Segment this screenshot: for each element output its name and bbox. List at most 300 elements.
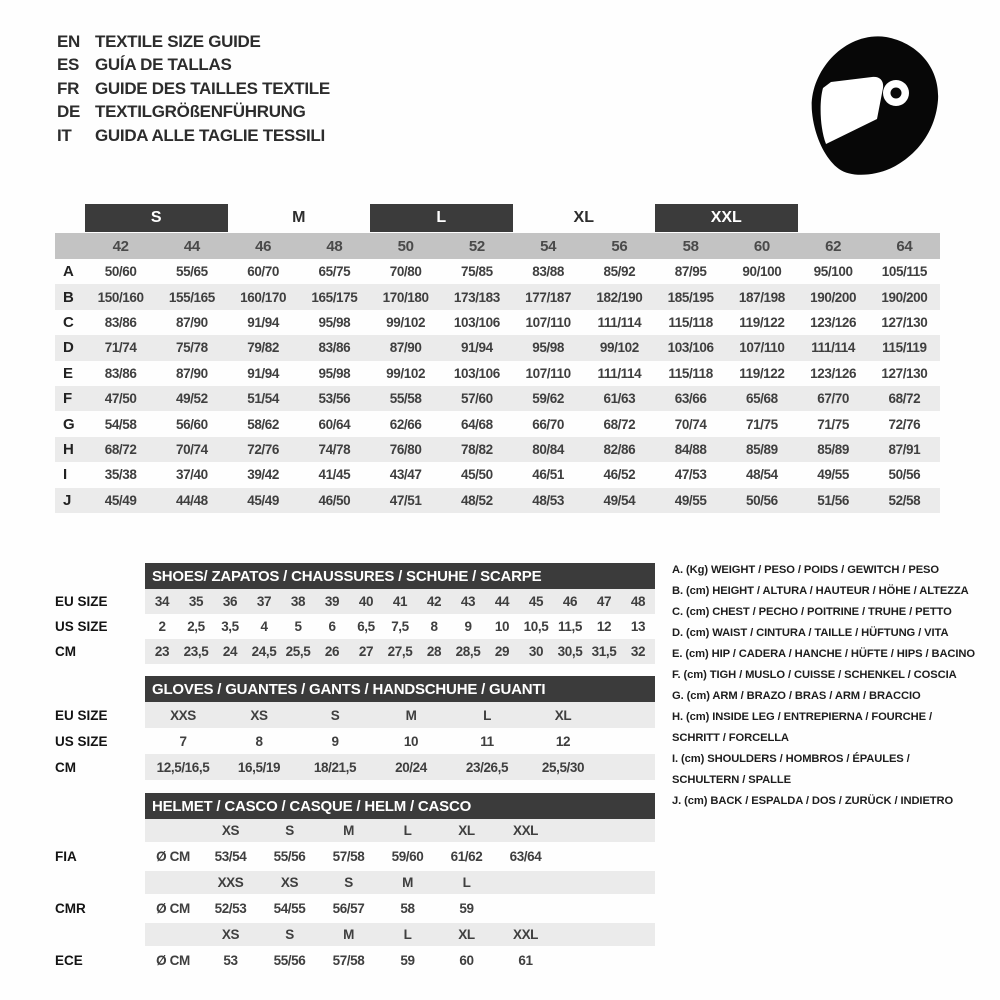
- size-value-cell: 115/119: [882, 340, 927, 356]
- cell: 60: [459, 953, 474, 968]
- size-value-cell: 49/55: [817, 467, 850, 483]
- row-cells: [145, 589, 655, 614]
- row-label: EU SIZE: [55, 594, 108, 609]
- cell: S: [285, 927, 294, 942]
- cell: 27: [358, 644, 374, 659]
- numeric-size-cell: 50: [397, 237, 414, 255]
- cell: XL: [458, 927, 475, 942]
- row-letter: F: [63, 390, 73, 408]
- size-value-cell: 111/114: [597, 314, 642, 330]
- language-label: TEXTILE SIZE GUIDE: [95, 31, 261, 51]
- size-value-cell: 95/98: [532, 340, 565, 356]
- cell: 12: [555, 733, 571, 749]
- cell: 9: [464, 619, 472, 634]
- cell: 7: [179, 733, 187, 749]
- size-value-cell: 155/165: [168, 289, 215, 305]
- numeric-size-cell: 48: [326, 237, 343, 255]
- cell: 7,5: [391, 619, 409, 634]
- size-value-cell: 78/82: [460, 441, 493, 457]
- size-value-cell: 70/74: [175, 441, 208, 457]
- cell: 8: [430, 619, 438, 634]
- table-row: [55, 437, 940, 462]
- cell: 61: [518, 953, 533, 968]
- cell: 61/62: [450, 849, 483, 864]
- legend-line: I. (cm) SHOULDERS / HOMBROS / ÉPAULES / SCHULTERN / SPALLE: [672, 753, 910, 786]
- size-value-cell: 55/58: [389, 391, 422, 407]
- table-title-bar: SHOES/ ZAPATOS / CHAUSSURES / SCHUHE / SCARPE: [145, 563, 655, 589]
- size-value-cell: 87/90: [175, 314, 208, 330]
- size-value-cell: 51/56: [817, 492, 850, 508]
- size-value-cell: 103/106: [453, 365, 500, 381]
- size-value-cell: 85/92: [603, 264, 636, 280]
- cell: 48: [630, 594, 646, 609]
- cell: 42: [426, 594, 442, 609]
- cell: 8: [255, 733, 263, 749]
- size-band-label: M: [292, 209, 306, 226]
- size-value-cell: 87/91: [888, 441, 921, 457]
- size-value-cell: 46/52: [603, 467, 636, 483]
- cell: 44: [494, 594, 510, 609]
- size-value-cell: 80/84: [532, 441, 565, 457]
- cell: 63/64: [509, 849, 542, 864]
- cell: 59: [400, 953, 415, 968]
- cell: 24,5: [251, 644, 277, 659]
- row-cells: [145, 923, 655, 946]
- row-letter: D: [63, 339, 74, 357]
- row-cells: [145, 614, 655, 639]
- size-value-cell: 87/95: [674, 264, 707, 280]
- cell: 26: [324, 644, 340, 659]
- size-value-cell: 95/98: [318, 314, 351, 330]
- language-row: [57, 30, 330, 54]
- cell: XL: [458, 823, 475, 838]
- size-value-cell: 66/70: [532, 416, 565, 432]
- cell: 55/56: [273, 849, 306, 864]
- size-value-cell: 70/80: [389, 264, 422, 280]
- size-value-cell: 111/114: [811, 340, 855, 356]
- numeric-size-cell: 64: [896, 237, 913, 255]
- cell: L: [403, 823, 412, 838]
- helmet-table: [55, 793, 665, 975]
- language-code: EN: [57, 31, 81, 51]
- cell: 16,5/19: [237, 759, 281, 775]
- language-label: GUIDE DES TAILLES TEXTILE: [95, 78, 330, 98]
- cell: 57/58: [332, 953, 365, 968]
- language-code: FR: [57, 78, 80, 98]
- size-value-cell: 165/175: [311, 289, 358, 305]
- row-label: FIA: [55, 849, 77, 864]
- table-row: [55, 614, 665, 639]
- size-value-cell: 48/53: [532, 492, 565, 508]
- size-value-cell: 103/106: [453, 314, 500, 330]
- size-value-cell: 190/200: [810, 289, 857, 305]
- size-value-cell: 99/102: [386, 365, 426, 381]
- size-value-cell: 107/110: [525, 314, 571, 330]
- size-band-label: S: [85, 204, 228, 232]
- cell: XS: [280, 875, 299, 890]
- cell: 2: [158, 619, 166, 634]
- language-label: GUIDA ALLE TAGLIE TESSILI: [95, 125, 325, 145]
- table-row: [55, 871, 665, 894]
- size-value-cell: 47/50: [104, 391, 137, 407]
- cell: 13: [630, 619, 646, 634]
- size-value-cell: 46/51: [532, 467, 565, 483]
- table-row: [55, 728, 665, 754]
- size-value-cell: 71/75: [745, 416, 778, 432]
- cell: 46: [562, 594, 578, 609]
- size-value-cell: 37/40: [175, 467, 208, 483]
- cell: 10: [403, 733, 419, 749]
- size-value-cell: 59/62: [532, 391, 565, 407]
- size-value-cell: 127/130: [881, 314, 928, 330]
- language-header: [57, 30, 330, 148]
- table-row: [55, 259, 940, 284]
- cell: 4: [260, 619, 268, 634]
- size-value-cell: 182/190: [596, 289, 643, 305]
- size-value-cell: 76/80: [389, 441, 422, 457]
- cell: XS: [221, 927, 240, 942]
- cell: 54/55: [273, 901, 306, 916]
- racing-helmet-icon: [793, 22, 943, 183]
- cell: 45: [528, 594, 544, 609]
- language-code: DE: [57, 102, 81, 122]
- row-label: US SIZE: [55, 619, 108, 634]
- row-cells: [145, 702, 655, 728]
- cell: L: [403, 927, 412, 942]
- size-value-cell: 173/183: [453, 289, 500, 305]
- size-value-cell: 119/122: [739, 314, 785, 330]
- size-value-cell: 62/66: [389, 416, 422, 432]
- cell: 23,5: [183, 644, 209, 659]
- cell: 59: [459, 901, 474, 916]
- size-value-cell: 187/198: [738, 289, 785, 305]
- size-value-cell: 43/47: [389, 467, 422, 483]
- language-label: TEXTILGRÖßENFÜHRUNG: [95, 102, 306, 122]
- cell: 20/24: [395, 759, 427, 775]
- table-row: [55, 284, 940, 309]
- language-code: ES: [57, 55, 80, 75]
- cell: 59/60: [391, 849, 424, 864]
- cell: S: [330, 707, 340, 723]
- size-value-cell: 74/78: [318, 441, 351, 457]
- size-value-cell: 91/94: [247, 365, 280, 381]
- size-value-cell: 72/76: [247, 441, 280, 457]
- size-value-cell: 177/187: [525, 289, 572, 305]
- size-value-cell: 68/72: [104, 441, 137, 457]
- size-value-cell: 58/62: [247, 416, 280, 432]
- row-letter: H: [63, 440, 74, 458]
- table-row: [55, 335, 940, 360]
- size-value-cell: 41/45: [318, 467, 351, 483]
- row-letter: G: [63, 415, 75, 433]
- size-value-cell: 54/58: [104, 416, 137, 432]
- size-value-cell: 45/49: [247, 492, 280, 508]
- size-value-cell: 82/86: [603, 441, 636, 457]
- row-cells: [145, 754, 655, 780]
- cell: 56/57: [332, 901, 365, 916]
- size-value-cell: 68/72: [888, 391, 921, 407]
- cell: 23/26,5: [465, 759, 509, 775]
- size-value-cell: 107/110: [739, 340, 785, 356]
- cell: L: [462, 875, 471, 890]
- numeric-size-cell: 52: [468, 237, 485, 255]
- cell: 28,5: [455, 644, 481, 659]
- header-spacer: [55, 563, 145, 589]
- cell: XXS: [217, 875, 244, 890]
- language-row: [57, 124, 330, 148]
- row-cells: [145, 639, 655, 664]
- size-value-cell: 91/94: [460, 340, 493, 356]
- shoes-table-header: [55, 563, 665, 589]
- size-value-cell: 107/110: [525, 365, 571, 381]
- size-value-cell: 48/52: [460, 492, 493, 508]
- size-value-cell: 119/122: [739, 365, 785, 381]
- size-value-cell: 64/68: [460, 416, 493, 432]
- language-row: [57, 77, 330, 101]
- cell: 47: [596, 594, 612, 609]
- size-value-cell: 87/90: [389, 340, 422, 356]
- size-value-cell: 123/126: [810, 314, 857, 330]
- cell: M: [343, 927, 354, 942]
- numeric-size-cell: 42: [112, 237, 129, 255]
- legend-line: J. (cm) BACK / ESPALDA / DOS / ZURÜCK / INDIETRO: [672, 795, 954, 807]
- size-value-cell: 47/53: [674, 467, 707, 483]
- size-value-cell: 44/48: [175, 492, 208, 508]
- table-row: [55, 386, 940, 411]
- size-value-cell: 83/86: [104, 365, 137, 381]
- size-value-cell: 50/60: [104, 264, 137, 280]
- cell: 3,5: [221, 619, 239, 634]
- size-value-cell: 190/200: [881, 289, 928, 305]
- numeric-size-cell: 60: [753, 237, 770, 255]
- size-value-cell: 70/74: [674, 416, 707, 432]
- row-label: CMR: [55, 901, 86, 916]
- legend-line: F. (cm) TIGH / MUSLO / CUISSE / SCHENKEL / COSCIA: [672, 669, 957, 681]
- size-band-label: XXL: [655, 204, 798, 232]
- table-row: [55, 488, 940, 513]
- measurement-legend: [672, 560, 978, 812]
- cell: 39: [324, 594, 340, 609]
- row-cells: [145, 842, 655, 871]
- numeric-size-cell: 44: [183, 237, 200, 255]
- row-letter: C: [63, 313, 74, 331]
- cell: 52/53: [214, 901, 247, 916]
- size-value-cell: 103/106: [667, 340, 714, 356]
- size-value-cell: 79/82: [247, 340, 280, 356]
- row-label: [55, 871, 145, 894]
- legend-line: E. (cm) HIP / CADERA / HANCHE / HÜFTE / HIPS / BACINO: [672, 648, 976, 660]
- cell: L: [483, 707, 491, 723]
- cell: XXL: [512, 927, 539, 942]
- table-title-bar: GLOVES / GUANTES / GANTS / HANDSCHUHE / GUANTI: [145, 676, 655, 702]
- size-value-cell: 95/98: [318, 365, 351, 381]
- table-row: [55, 361, 940, 386]
- numeric-size-band: [55, 233, 940, 259]
- size-value-cell: 48/54: [745, 467, 778, 483]
- helmet-table-header: [55, 793, 665, 819]
- size-value-cell: 123/126: [810, 365, 857, 381]
- size-value-cell: 65/75: [318, 264, 351, 280]
- size-value-cell: 90/100: [742, 264, 782, 280]
- table-row: [55, 589, 665, 614]
- size-value-cell: 39/42: [247, 467, 280, 483]
- row-letter: B: [63, 288, 74, 306]
- table-row: [55, 946, 665, 975]
- measurement-rows: [55, 259, 940, 513]
- row-letter: E: [63, 364, 74, 382]
- size-band-label: L: [370, 204, 513, 232]
- size-value-cell: 95/100: [813, 264, 853, 280]
- size-value-cell: 83/86: [104, 314, 137, 330]
- table-row: [55, 411, 940, 436]
- cell: 10,5: [523, 619, 549, 634]
- cell: 55/56: [273, 953, 306, 968]
- size-value-cell: 57/60: [460, 391, 493, 407]
- size-value-cell: 160/170: [240, 289, 287, 305]
- legend-line: B. (cm) HEIGHT / ALTURA / HAUTEUR / HÖHE / ALTEZZA: [672, 585, 969, 597]
- legend-line: A. (Kg) WEIGHT / PESO / POIDS / GEWITCH / PESO: [672, 564, 940, 576]
- cell: 43: [460, 594, 476, 609]
- size-label-row: [55, 204, 940, 232]
- shoes-table: [55, 563, 665, 664]
- cell: M: [402, 875, 413, 890]
- row-label: CM: [55, 644, 76, 659]
- size-value-cell: 67/70: [817, 391, 850, 407]
- cell: 23: [154, 644, 170, 659]
- cell: M: [343, 823, 354, 838]
- size-value-cell: 45/49: [104, 492, 137, 508]
- numeric-size-cell: 62: [825, 237, 842, 255]
- row-label: EU SIZE: [55, 707, 108, 723]
- size-value-cell: 46/50: [318, 492, 351, 508]
- size-value-cell: 52/58: [888, 492, 921, 508]
- size-value-cell: 68/72: [603, 416, 636, 432]
- cell: 2,5: [187, 619, 205, 634]
- legend-line: H. (cm) INSIDE LEG / ENTREPIERNA / FOURCHE / SCHRITT / FORCELLA: [672, 711, 932, 744]
- cell: 35: [188, 594, 204, 609]
- cell: 36: [222, 594, 238, 609]
- cell: 25,5: [285, 644, 311, 659]
- size-value-cell: 91/94: [247, 314, 280, 330]
- cell: 18/21,5: [313, 759, 357, 775]
- cell: 53/54: [214, 849, 247, 864]
- cell: 12,5/16,5: [156, 759, 210, 775]
- size-value-cell: 170/180: [382, 289, 429, 305]
- row-label: US SIZE: [55, 733, 108, 749]
- size-value-cell: 55/65: [175, 264, 208, 280]
- table-row: [55, 702, 665, 728]
- size-value-cell: 50/56: [745, 492, 778, 508]
- legend-line: D. (cm) WAIST / CINTURA / TAILLE / HÜFTUNG / VITA: [672, 627, 949, 639]
- numeric-size-cell: 58: [682, 237, 699, 255]
- size-value-cell: 75/85: [460, 264, 493, 280]
- cell: 40: [358, 594, 374, 609]
- cell: 5: [294, 619, 302, 634]
- gloves-table: [55, 676, 665, 780]
- cell: XL: [554, 707, 572, 723]
- cell: 10: [494, 619, 510, 634]
- row-cells: [145, 946, 655, 975]
- size-value-cell: 150/160: [97, 289, 144, 305]
- cell: 31,5: [591, 644, 617, 659]
- table-row: [55, 894, 665, 923]
- cell: XXL: [512, 823, 539, 838]
- size-value-cell: 56/60: [175, 416, 208, 432]
- size-value-cell: 63/66: [674, 391, 707, 407]
- table-row: [55, 462, 940, 487]
- size-value-cell: 49/54: [603, 492, 636, 508]
- size-value-cell: 65/68: [745, 391, 778, 407]
- cell: 24: [222, 644, 238, 659]
- cell: 58: [400, 901, 415, 916]
- size-value-cell: 85/89: [817, 441, 850, 457]
- row-cells: [145, 819, 655, 842]
- cell: 28: [426, 644, 442, 659]
- size-spacer: [55, 204, 85, 232]
- header-spacer: [55, 793, 145, 819]
- table-row: [55, 842, 665, 871]
- size-value-cell: 105/115: [881, 264, 927, 280]
- cell: 25,5/30: [541, 759, 585, 775]
- cell: S: [344, 875, 353, 890]
- legend-line: C. (cm) CHEST / PECHO / POITRINE / TRUHE / PETTO: [672, 606, 952, 618]
- row-letter: J: [63, 491, 72, 509]
- size-value-cell: 111/114: [597, 365, 642, 381]
- cell: 29: [494, 644, 510, 659]
- row-cells: [145, 728, 655, 754]
- cell: 38: [290, 594, 306, 609]
- garment-size-table: [55, 204, 940, 513]
- size-value-cell: 115/118: [668, 314, 713, 330]
- cell: 53: [223, 953, 238, 968]
- size-value-cell: 87/90: [175, 365, 208, 381]
- size-value-cell: 53/56: [318, 391, 351, 407]
- numeric-size-cell: 46: [255, 237, 272, 255]
- cell: 41: [392, 594, 408, 609]
- table-row: [55, 310, 940, 335]
- size-value-cell: 45/50: [460, 467, 493, 483]
- cell: 6,5: [357, 619, 375, 634]
- size-value-cell: 71/75: [817, 416, 850, 432]
- size-value-cell: 47/51: [389, 492, 422, 508]
- numeric-size-cell: 56: [611, 237, 628, 255]
- language-row: [57, 101, 330, 125]
- gloves-table-header: [55, 676, 665, 702]
- row-letter: I: [63, 466, 68, 484]
- cell: 32: [630, 644, 646, 659]
- size-value-cell: 60/64: [318, 416, 351, 432]
- size-value-cell: 49/55: [674, 492, 707, 508]
- size-value-cell: 115/118: [668, 365, 713, 381]
- size-value-cell: 185/195: [667, 289, 714, 305]
- language-row: [57, 54, 330, 78]
- cell: XS: [250, 707, 268, 723]
- accessory-tables: [55, 563, 665, 984]
- cell: 6: [328, 619, 336, 634]
- header-spacer: [55, 676, 145, 702]
- row-letter: A: [63, 263, 74, 281]
- size-value-cell: 35/38: [104, 467, 137, 483]
- size-value-cell: 84/88: [674, 441, 707, 457]
- cell: S: [285, 823, 294, 838]
- size-value-cell: 99/102: [386, 314, 426, 330]
- numeric-size-cell: 54: [540, 237, 557, 255]
- size-value-cell: 72/76: [888, 416, 921, 432]
- row-cells: [145, 894, 655, 923]
- table-title-bar: HELMET / CASCO / CASQUE / HELM / CASCO: [145, 793, 655, 819]
- diameter-unit-cell: Ø CM: [156, 849, 190, 864]
- size-value-cell: 75/78: [175, 340, 208, 356]
